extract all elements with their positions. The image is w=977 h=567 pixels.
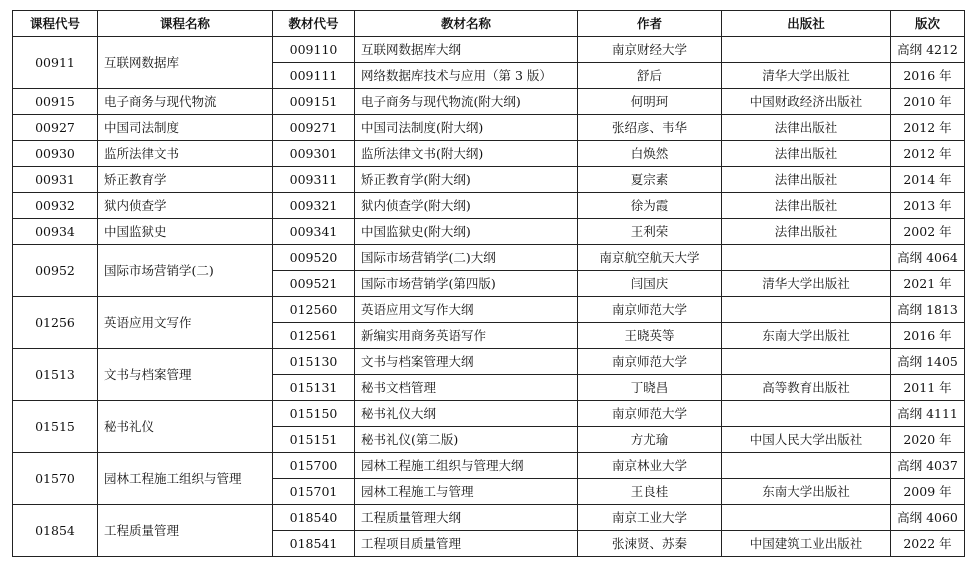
book-code-cell: 018540 (273, 505, 355, 531)
course-code-cell: 01256 (13, 297, 98, 349)
book-name-cell: 中国监狱史(附大纲) (355, 219, 578, 245)
book-name-cell: 网络数据库技术与应用（第 3 版） (355, 63, 578, 89)
publisher-cell (722, 245, 891, 271)
table-row (13, 453, 965, 479)
edition-cell: 2022 年 (891, 531, 965, 557)
author-cell: 闫国庆 (578, 271, 722, 297)
publisher-cell: 中国财政经济出版社 (722, 89, 891, 115)
course-name-cell: 园林工程施工组织与管理 (98, 453, 273, 505)
publisher-cell: 中国建筑工业出版社 (722, 531, 891, 557)
edition-cell: 2009 年 (891, 479, 965, 505)
book-code-cell: 009111 (273, 63, 355, 89)
book-code-cell: 018541 (273, 531, 355, 557)
author-cell: 徐为霞 (578, 193, 722, 219)
book-code-cell: 009520 (273, 245, 355, 271)
course-code-cell: 01513 (13, 349, 98, 401)
book-name-cell: 园林工程施工组织与管理大纲 (355, 453, 578, 479)
author-cell: 白焕然 (578, 141, 722, 167)
course-name-cell: 工程质量管理 (98, 505, 273, 557)
book-code-cell: 009321 (273, 193, 355, 219)
header-edition: 版次 (891, 11, 965, 37)
author-cell: 王利荣 (578, 219, 722, 245)
course-name-cell: 电子商务与现代物流 (98, 89, 273, 115)
course-code-cell: 01854 (13, 505, 98, 557)
publisher-cell (722, 349, 891, 375)
book-name-cell: 国际市场营销学(二)大纲 (355, 245, 578, 271)
edition-cell: 2016 年 (891, 323, 965, 349)
table-row (13, 193, 965, 219)
book-code-cell: 012560 (273, 297, 355, 323)
course-name-cell: 中国司法制度 (98, 115, 273, 141)
book-name-cell: 文书与档案管理大纲 (355, 349, 578, 375)
header-author: 作者 (578, 11, 722, 37)
book-code-cell: 012561 (273, 323, 355, 349)
book-name-cell: 园林工程施工与管理 (355, 479, 578, 505)
table-row (13, 37, 965, 63)
edition-cell: 高纲 4111 (891, 401, 965, 427)
course-name-cell: 互联网数据库 (98, 37, 273, 89)
book-code-cell: 015130 (273, 349, 355, 375)
author-cell: 丁晓昌 (578, 375, 722, 401)
edition-cell: 高纲 1405 (891, 349, 965, 375)
book-code-cell: 009151 (273, 89, 355, 115)
author-cell: 王晓英等 (578, 323, 722, 349)
edition-cell: 高纲 4060 (891, 505, 965, 531)
table-row (13, 297, 965, 323)
table-row (13, 401, 965, 427)
edition-cell: 2011 年 (891, 375, 965, 401)
publisher-cell: 东南大学出版社 (722, 323, 891, 349)
table-header-row (13, 11, 965, 37)
edition-cell: 2013 年 (891, 193, 965, 219)
book-name-cell: 监所法律文书(附大纲) (355, 141, 578, 167)
course-name-cell: 国际市场营销学(二) (98, 245, 273, 297)
course-code-cell: 01570 (13, 453, 98, 505)
header-publisher: 出版社 (722, 11, 891, 37)
author-cell: 南京工业大学 (578, 505, 722, 531)
table-row (13, 349, 965, 375)
author-cell: 夏宗素 (578, 167, 722, 193)
author-cell: 南京林业大学 (578, 453, 722, 479)
header-book-code: 教材代号 (273, 11, 355, 37)
book-name-cell: 中国司法制度(附大纲) (355, 115, 578, 141)
book-name-cell: 工程质量管理大纲 (355, 505, 578, 531)
book-code-cell: 009110 (273, 37, 355, 63)
edition-cell: 2016 年 (891, 63, 965, 89)
book-code-cell: 015701 (273, 479, 355, 505)
publisher-cell (722, 37, 891, 63)
edition-cell: 高纲 1813 (891, 297, 965, 323)
course-name-cell: 矫正教育学 (98, 167, 273, 193)
table-row (13, 141, 965, 167)
author-cell: 何明珂 (578, 89, 722, 115)
course-code-cell: 00911 (13, 37, 98, 89)
author-cell: 南京师范大学 (578, 349, 722, 375)
course-code-cell: 00915 (13, 89, 98, 115)
publisher-cell: 清华大学出版社 (722, 271, 891, 297)
edition-cell: 高纲 4064 (891, 245, 965, 271)
course-code-cell: 00932 (13, 193, 98, 219)
publisher-cell (722, 453, 891, 479)
book-name-cell: 工程项目质量管理 (355, 531, 578, 557)
table-row (13, 89, 965, 115)
book-code-cell: 015151 (273, 427, 355, 453)
edition-cell: 高纲 4037 (891, 453, 965, 479)
edition-cell: 2012 年 (891, 115, 965, 141)
publisher-cell: 法律出版社 (722, 141, 891, 167)
publisher-cell (722, 505, 891, 531)
course-name-cell: 英语应用文写作 (98, 297, 273, 349)
author-cell: 南京师范大学 (578, 401, 722, 427)
publisher-cell: 法律出版社 (722, 193, 891, 219)
author-cell: 王良桂 (578, 479, 722, 505)
book-code-cell: 009341 (273, 219, 355, 245)
author-cell: 南京财经大学 (578, 37, 722, 63)
course-code-cell: 00930 (13, 141, 98, 167)
course-name-cell: 文书与档案管理 (98, 349, 273, 401)
book-code-cell: 015700 (273, 453, 355, 479)
publisher-cell (722, 401, 891, 427)
table-row (13, 505, 965, 531)
header-book-name: 教材名称 (355, 11, 578, 37)
table-row (13, 245, 965, 271)
textbook-table (12, 10, 965, 557)
course-name-cell: 狱内侦查学 (98, 193, 273, 219)
edition-cell: 2014 年 (891, 167, 965, 193)
table-row (13, 115, 965, 141)
book-name-cell: 电子商务与现代物流(附大纲) (355, 89, 578, 115)
publisher-cell: 清华大学出版社 (722, 63, 891, 89)
book-name-cell: 秘书礼仪大纲 (355, 401, 578, 427)
course-name-cell: 秘书礼仪 (98, 401, 273, 453)
publisher-cell: 法律出版社 (722, 219, 891, 245)
author-cell: 南京航空航天大学 (578, 245, 722, 271)
edition-cell: 2012 年 (891, 141, 965, 167)
book-name-cell: 秘书礼仪(第二版) (355, 427, 578, 453)
author-cell: 舒后 (578, 63, 722, 89)
book-code-cell: 009301 (273, 141, 355, 167)
course-name-cell: 中国监狱史 (98, 219, 273, 245)
book-name-cell: 矫正教育学(附大纲) (355, 167, 578, 193)
book-code-cell: 009271 (273, 115, 355, 141)
edition-cell: 2020 年 (891, 427, 965, 453)
course-name-cell: 监所法律文书 (98, 141, 273, 167)
header-course-code: 课程代号 (13, 11, 98, 37)
book-name-cell: 狱内侦查学(附大纲) (355, 193, 578, 219)
course-code-cell: 01515 (13, 401, 98, 453)
publisher-cell: 中国人民大学出版社 (722, 427, 891, 453)
publisher-cell: 高等教育出版社 (722, 375, 891, 401)
header-course-name: 课程名称 (98, 11, 273, 37)
course-code-cell: 00952 (13, 245, 98, 297)
book-code-cell: 015150 (273, 401, 355, 427)
publisher-cell: 法律出版社 (722, 167, 891, 193)
edition-cell: 2010 年 (891, 89, 965, 115)
publisher-cell: 东南大学出版社 (722, 479, 891, 505)
course-code-cell: 00931 (13, 167, 98, 193)
course-code-cell: 00934 (13, 219, 98, 245)
book-code-cell: 009311 (273, 167, 355, 193)
edition-cell: 2021 年 (891, 271, 965, 297)
book-code-cell: 009521 (273, 271, 355, 297)
book-code-cell: 015131 (273, 375, 355, 401)
author-cell: 南京师范大学 (578, 297, 722, 323)
course-code-cell: 00927 (13, 115, 98, 141)
author-cell: 张涑贤、苏秦 (578, 531, 722, 557)
author-cell: 张绍彦、韦华 (578, 115, 722, 141)
book-name-cell: 国际市场营销学(第四版) (355, 271, 578, 297)
book-name-cell: 英语应用文写作大纲 (355, 297, 578, 323)
table-row (13, 219, 965, 245)
book-name-cell: 互联网数据库大纲 (355, 37, 578, 63)
publisher-cell: 法律出版社 (722, 115, 891, 141)
author-cell: 方尤瑜 (578, 427, 722, 453)
table-row (13, 167, 965, 193)
book-name-cell: 秘书文档管理 (355, 375, 578, 401)
publisher-cell (722, 297, 891, 323)
edition-cell: 高纲 4212 (891, 37, 965, 63)
book-name-cell: 新编实用商务英语写作 (355, 323, 578, 349)
edition-cell: 2002 年 (891, 219, 965, 245)
